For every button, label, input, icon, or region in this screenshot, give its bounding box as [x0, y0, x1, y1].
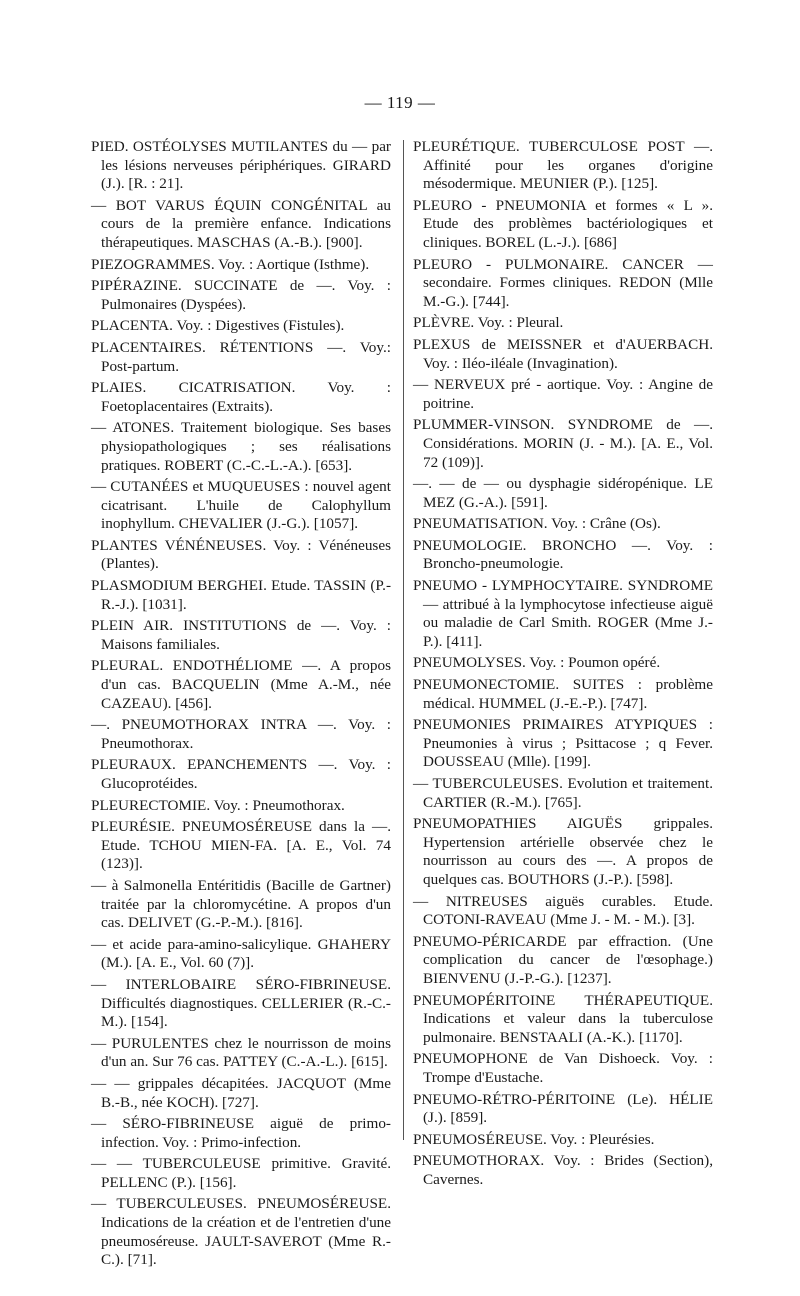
index-entry: — — grippales décapitées. JACQUOT (Mme B.-B., née KOCH). [727]. — [91, 1074, 391, 1111]
index-entry: PLANTES VÉNÉNEUSES. Voy. : Vénéneuses (Plantes). — [91, 536, 391, 573]
index-entry: PNEUMOTHORAX. Voy. : Brides (Section), Cavernes. — [413, 1152, 713, 1188]
index-entry: PNEUMO-PÉRICARDE par effraction. (Une complication du cancer de l'œsophage.) BIENVENU (J.-P.-G.). [1237]. — [413, 932, 713, 987]
index-entry: PLACENTAIRES. RÉTENTIONS —. Voy.: Post-partum. — [91, 338, 391, 375]
index-entry: — à Salmonella Entéritidis (Bacille de Gartner) traitée par la chloromycétine. A propos d'un cas. DELIVET (G.-P.-M.). [816]. — [91, 876, 391, 932]
index-entry: — PURULENTES chez le nourrisson de moins d'un an. Sur 76 cas. PATTEY (C.-A.-L.). [615]. — [91, 1034, 391, 1071]
index-entry: PNEUMO-RÉTRO-PÉRITOINE (Le). HÉLIE (J.). [859]. — [413, 1090, 713, 1127]
index-entry: PNEUMO - LYMPHOCYTAIRE. SYNDROME — attribué à la lymphocytose infectieuse aiguë ou maladie de Carl Smith. ROGER (Mme J.-P.). [411]. — [413, 577, 713, 650]
index-entry: PLUMMER-VINSON. SYNDROME de —. Considérations. MORIN (J. - M.). [A. E., Vol. 72 (109)]. — [413, 416, 713, 471]
index-entry: — TUBERCULEUSES. PNEUMOSÉREUSE. Indications de la création et de l'entretien d'une pneumoséreuse. JAULT-SAVEROT (Mme R.-C.). [71]. — [91, 1195, 391, 1269]
index-entry: PLEURECTOMIE. Voy. : Pneumothorax. — [91, 796, 345, 814]
left-column — [91, 138, 391, 1273]
index-entry: — — TUBERCULEUSE primitive. Gravité. PELLENC (P.). [156]. — [91, 1155, 391, 1191]
index-entry: PIED. OSTÉOLYSES MUTILANTES du — par les lésions nerveuses périphériques. GIRARD (J.). [R. : 21]. — [91, 138, 391, 193]
index-entry: PLEURO - PULMONAIRE. CANCER — secondaire. Formes cliniques. REDON (Mlle M.-G.). [744]. — [413, 255, 713, 310]
index-entry: PNEUMONIES PRIMAIRES ATYPIQUES : Pneumonies à virus ; Psittacose ; q Fever. DOUSSEAU (Mlle). [199]. — [413, 716, 713, 771]
index-entry: — NITREUSES aiguës curables. Etude. COTONI-RAVEAU (Mme J. - M. - M.). [3]. — [413, 892, 713, 929]
index-entry: PLÈVRE. Voy. : Pleural. — [413, 314, 564, 332]
index-entry: PNEUMOLYSES. Voy. : Poumon opéré. — [413, 654, 661, 672]
index-entry: PNEUMOLOGIE. BRONCHO —. Voy. : Broncho-pneumologie. — [413, 536, 713, 573]
index-entry: — SÉRO-FIBRINEUSE aiguë de primo-infection. Voy. : Primo-infection. — [91, 1115, 391, 1151]
index-entry: — TUBERCULEUSES. Evolution et traitement. CARTIER (R.-M.). [765]. — [413, 775, 713, 811]
index-entry: PLEIN AIR. INSTITUTIONS de —. Voy. : Maisons familiales. — [91, 617, 391, 653]
index-entry: —. PNEUMOTHORAX INTRA —. Voy. : Pneumothorax. — [91, 716, 391, 752]
index-entry: — BOT VARUS ÉQUIN CONGÉNITAL au cours de la première enfance. Indications thérapeutiques. MASCHAS (A.-B.). [900]. — [91, 196, 391, 251]
column-divider — [403, 140, 404, 1140]
index-entry: PNEUMATISATION. Voy. : Crâne (Os). — [413, 515, 661, 533]
index-entry: PIPÉRAZINE. SUCCINATE de —. Voy. : Pulmonaires (Dyspées). — [91, 277, 391, 313]
index-entry: PLEURO - PNEUMONIA et formes « L ». Etude des problèmes bactériologiques et cliniques. BOREL (L.-J.). [686] — [413, 196, 713, 251]
index-entry: PIEZOGRAMMES. Voy. : Aortique (Isthme). — [91, 255, 370, 273]
index-entry: PLEURAUX. EPANCHEMENTS —. Voy. : Glucoprotéides. — [91, 756, 391, 792]
index-entry: PLEURAL. ENDOTHÉLIOME —. A propos d'un cas. BACQUELIN (Mme A.-M., née CAZEAU). [456]. — [91, 657, 391, 712]
index-entry: —. — de — ou dysphagie sidéropénique. LE MEZ (G.-A.). [591]. — [413, 475, 713, 511]
right-column — [413, 138, 713, 1192]
index-entry: — INTERLOBAIRE SÉRO-FIBRINEUSE. Difficultés diagnostiques. CELLERIER (R.-C.-M.). [154]. — [91, 975, 391, 1031]
index-entry: PLEXUS de MEISSNER et d'AUERBACH. Voy. : Iléo-iléale (Invagination). — [413, 335, 713, 372]
index-entry: PNEUMOPATHIES AIGUËS grippales. Hypertension artérielle observée chez le nourrisson au cours des —. A propos de quelques cas. BOUTHORS (J.-P.). [598]. — [413, 815, 713, 888]
index-entry: PLACENTA. Voy. : Digestives (Fistules). — [91, 317, 345, 335]
index-entry: PLASMODIUM BERGHEI. Etude. TASSIN (P.-R.-J.). [1031]. — [91, 577, 391, 613]
index-entry: PLEURÉSIE. PNEUMOSÉREUSE dans la —. Etude. TCHOU MIEN-FA. [A. E., Vol. 74 (123)]. — [91, 818, 391, 873]
index-entry: PLAIES. CICATRISATION. Voy. : Foetoplacentaires (Extraits). — [91, 379, 391, 415]
index-entry: — CUTANÉES et MUQUEUSES : nouvel agent cicatrisant. L'huile de Calophyllum inophyllum. CHEVALIER (J.-G.). [1057]. — [91, 478, 391, 533]
page-number: — 119 — — [364, 93, 436, 112]
index-entry: PNEUMOSÉREUSE. Voy. : Pleurésies. — [413, 1130, 655, 1148]
index-entry: PNEUMOPHONE de Van Dishoeck. Voy. : Trompe d'Eustache. — [413, 1050, 713, 1086]
index-entry: PNEUMOPÉRITOINE THÉRAPEUTIQUE. Indications et valeur dans la tuberculose pulmonaire. BENSTAALI (A.-K.). [1170]. — [413, 991, 713, 1046]
index-entry: — et acide para-amino-salicylique. GHAHERY (M.). [A. E., Vol. 60 (7)]. — [91, 935, 391, 972]
index-entry: — NERVEUX pré - aortique. Voy. : Angine de poitrine. — [413, 376, 713, 412]
index-entry: — ATONES. Traitement biologique. Ses bases physiopathologiques ; ses réalisations pratiques. ROBERT (C.-C.-L.-A.). [653]. — [91, 419, 391, 474]
index-entry: PLEURÉTIQUE. TUBERCULOSE POST —. Affinité pour les organes d'origine mésodermique. MEUNIER (P.). [125]. — [413, 138, 713, 193]
index-entry: PNEUMONECTOMIE. SUITES : problème médical. HUMMEL (J.-E.-P.). [747]. — [413, 676, 713, 712]
